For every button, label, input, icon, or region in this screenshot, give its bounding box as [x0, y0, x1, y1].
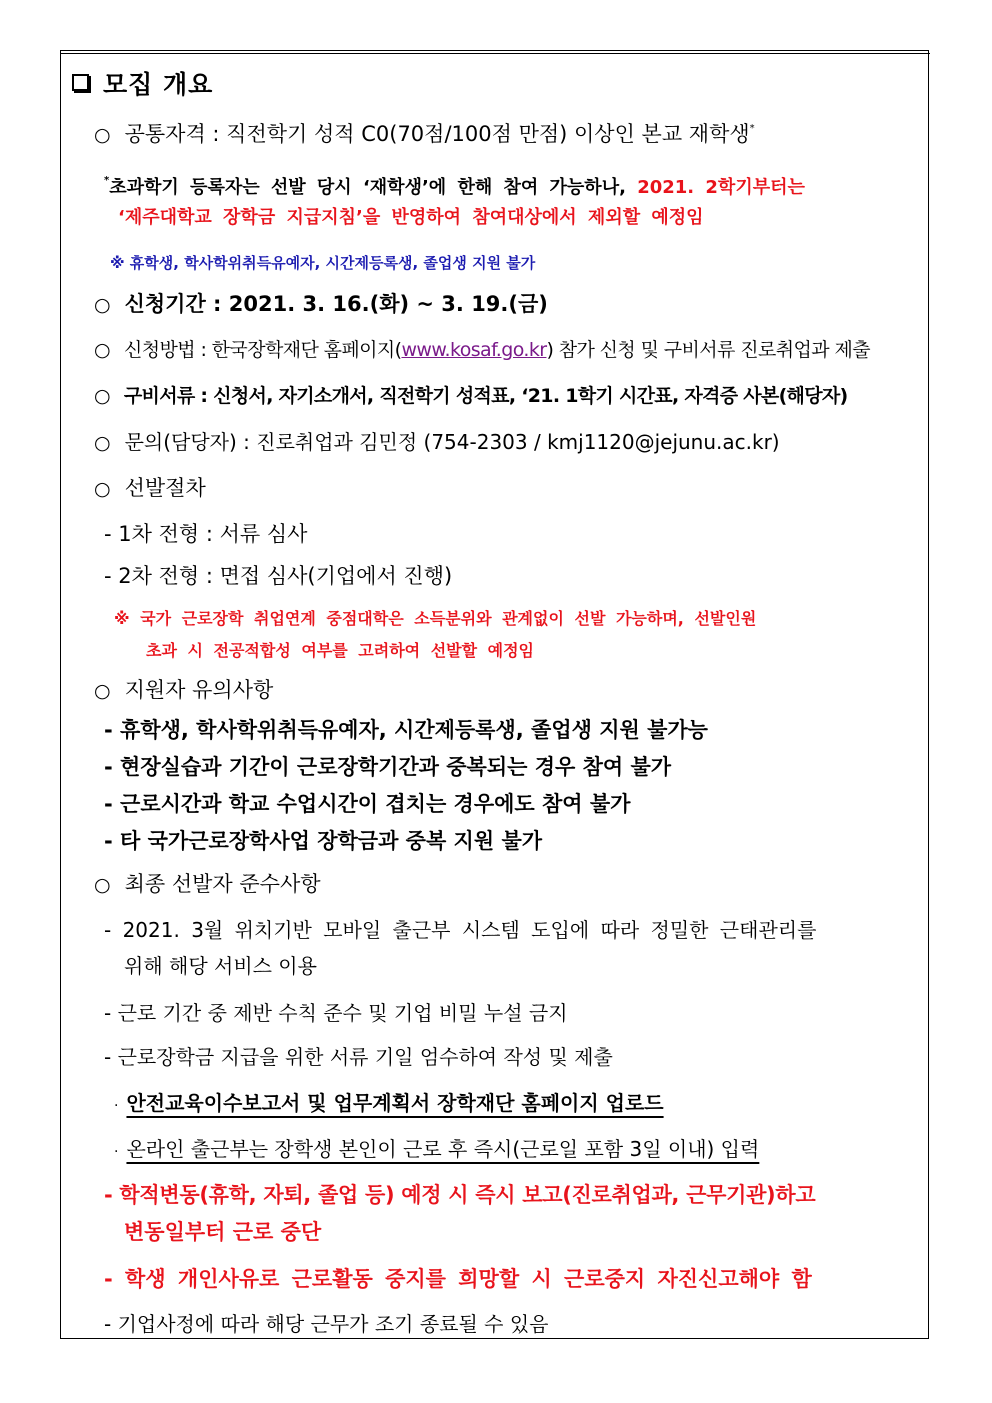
middle-dot-icon: ·	[114, 1144, 119, 1160]
eligibility-line: ○ 공통자격 : 직전학기 성적 C0(70점/100점 만점) 이상인 본교 재학생*	[94, 122, 755, 146]
circle-bullet-icon: ○	[94, 124, 111, 146]
compliance-item-2: - 근로 기간 중 제반 수칙 준수 및 기업 비밀 누설 금지	[104, 1001, 568, 1025]
compliance-heading: ○ 최종 선발자 준수사항	[94, 872, 321, 896]
contact-line: ○ 문의(담당자) : 진로취업과 김민정 (754-2303 / kmj1120@jejunu.ac.kr)	[94, 430, 780, 454]
section-title-text: 모집 개요	[103, 70, 214, 99]
circle-bullet-icon: ○	[94, 339, 110, 361]
selection-note-line2: 초과 시 전공적합성 여부를 고려하여 선발할 예정임	[146, 641, 534, 660]
selection-step-2: - 2차 전형 : 면접 심사(기업에서 진행)	[104, 564, 453, 588]
circle-bullet-icon: ○	[94, 874, 111, 896]
section-title	[72, 72, 213, 97]
kosaf-link[interactable]: www.kosaf.go.kr	[401, 339, 547, 361]
applicant-note-4: - 타 국가근로장학사업 장학금과 중복 지원 불가	[104, 829, 543, 853]
compliance-sub-2: · 온라인 출근부는 장학생 본인이 근로 후 즉시(근로일 포함 3일 이내) 입력	[114, 1137, 760, 1161]
middle-dot-icon: ·	[114, 1098, 119, 1114]
circle-bullet-icon: ○	[94, 432, 111, 454]
selection-heading: ○ 선발절차	[94, 476, 206, 500]
circle-bullet-icon: ○	[94, 478, 111, 500]
applicant-note-2: - 현장실습과 기간이 근로장학기간과 중복되는 경우 참여 불가	[104, 755, 672, 779]
eligibility-footnote-line1: *초과학기 등록자는 선발 당시 ‘재학생’에 한해 참여 가능하나, 2021. 2학기부터는	[104, 175, 805, 198]
applicant-notes-heading: ○ 지원자 유의사항	[94, 678, 274, 702]
circle-bullet-icon: ○	[94, 680, 111, 702]
method-line: ○ 신청방법 : 한국장학재단 홈페이지(www.kosaf.go.kr) 참가 신청 및 구비서류 진로취업과 제출	[94, 339, 870, 361]
square-bullet-icon	[72, 74, 89, 91]
circle-bullet-icon: ○	[94, 385, 110, 407]
compliance-item-3: - 근로장학금 지급을 위한 서류 기일 엄수하여 작성 및 제출	[104, 1045, 613, 1069]
compliance-item-1-line1: - 2021. 3월 위치기반 모바일 출근부 시스템 도입에 따라 정밀한 근태관리를	[104, 918, 817, 942]
compliance-red-1-line1: - 학적변동(휴학, 자퇴, 졸업 등) 예정 시 즉시 보고(진로취업과, 근무기관)하고	[104, 1183, 816, 1207]
selection-note-line1: ※ 국가 근로장학 취업연계 중점대학은 소득분위와 관계없이 선발 가능하며, 선발인원	[114, 609, 757, 628]
documents-line: ○ 구비서류 : 신청서, 자기소개서, 직전학기 성적표, ‘21. 1학기 시간표, 자격증 사본(해당자)	[94, 385, 848, 407]
eligibility-footnote-line2: ‘제주대학교 장학금 지급지침’을 반영하여 참여대상에서 제외할 예정임	[118, 207, 704, 228]
compliance-item-1-line2: 위해 해당 서비스 이용	[124, 954, 317, 978]
applicant-note-3: - 근로시간과 학교 수업시간이 겹치는 경우에도 참여 불가	[104, 792, 631, 816]
compliance-item-last: - 기업사정에 따라 해당 근무가 조기 종료될 수 있음	[104, 1312, 549, 1336]
selection-step-1: - 1차 전형 : 서류 심사	[104, 522, 308, 546]
compliance-sub-1: · 안전교육이수보고서 및 업무계획서 장학재단 홈페이지 업로드	[114, 1091, 664, 1115]
compliance-red-1-line2: 변동일부터 근로 중단	[124, 1220, 322, 1244]
compliance-red-2: - 학생 개인사유로 근로활동 중지를 희망할 시 근로중지 자진신고해야 함	[104, 1267, 812, 1291]
period-line: ○ 신청기간 : 2021. 3. 16.(화) ~ 3. 19.(금)	[94, 292, 548, 316]
circle-bullet-icon: ○	[94, 294, 111, 316]
eligibility-blue-note: ※ 휴학생, 학사학위취득유예자, 시간제등록생, 졸업생 지원 불가	[110, 254, 536, 272]
applicant-note-1: - 휴학생, 학사학위취득유예자, 시간제등록생, 졸업생 지원 불가능	[104, 718, 708, 742]
